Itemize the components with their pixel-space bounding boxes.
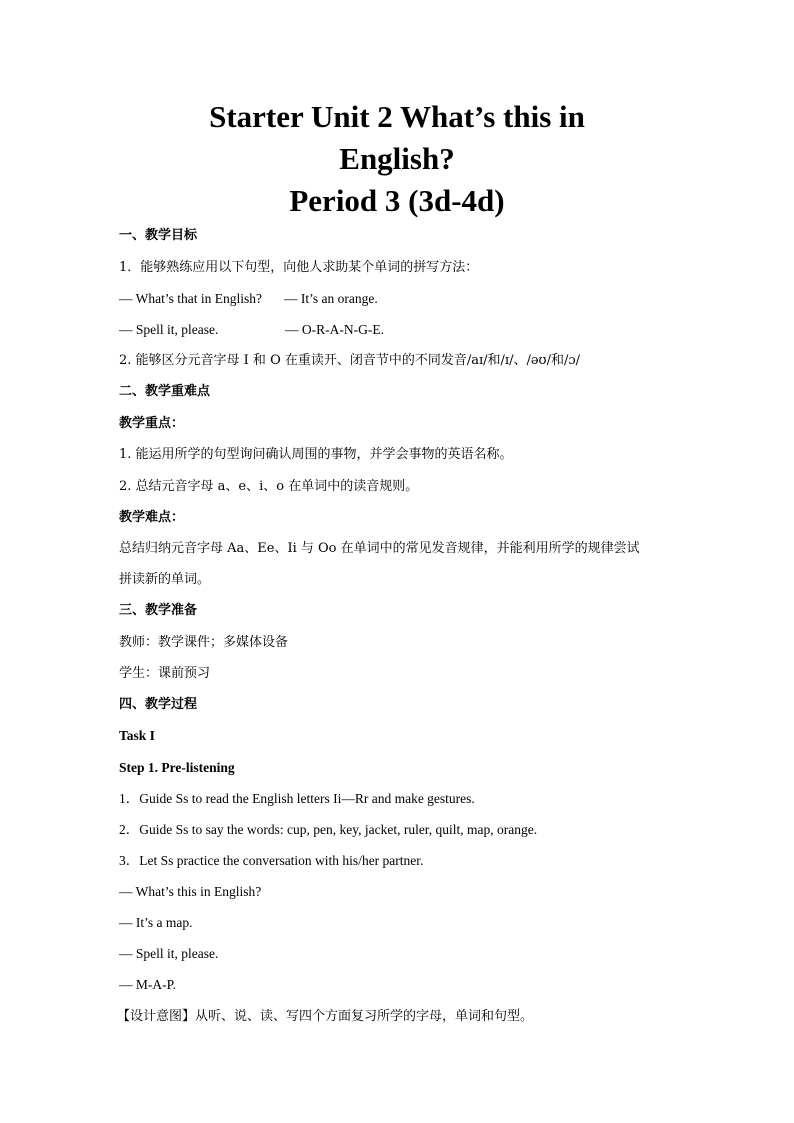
dialog-line-1: — What’s this in English? xyxy=(119,884,262,899)
goal-item-1: 1．能够熟练应用以下句型，向他人求助某个单词的拼写方法： xyxy=(119,260,479,275)
heading-key-points: 二、教学重难点 xyxy=(119,384,211,399)
difficulty-line-1: 总结归纳元音字母 Aa、Ee、Ii 与 Oo 在单词中的常见发音规律，并能利用所学的规律尝试 xyxy=(119,541,640,556)
step-item-1: 1．Guide Ss to read the English letters Ii—Rr and make gestures. xyxy=(119,791,475,806)
dialog-question: — Spell it, please. xyxy=(119,322,219,337)
difficulty-line-2: 拼读新的单词。 xyxy=(119,572,211,587)
title-line-1: Starter Unit 2 What’s this in xyxy=(209,99,585,134)
dialog-line-2: — It’s a map. xyxy=(119,915,193,930)
heading-preparation: 三、教学准备 xyxy=(119,603,198,618)
goal-item-2: 2. 能够区分元音字母 I 和 O 在重读开、闭音节中的不同发音/aɪ/和/ɪ/、/əʊ/和/ɔ/ xyxy=(119,353,580,368)
design-intent: 【设计意图】从听、说、读、写四个方面复习所学的字母，单词和句型。 xyxy=(117,1009,534,1024)
step-label: Step 1. Pre-listening xyxy=(119,760,235,775)
step-item-3: 3．Let Ss practice the conversation with his/her partner. xyxy=(119,853,424,868)
heading-process: 四、教学过程 xyxy=(119,697,198,712)
dialog-answer: — O-R-A-N-G-E. xyxy=(285,322,384,337)
subtitle-period: Period 3 (3d-4d) xyxy=(289,183,505,218)
focus-item-2: 2. 总结元音字母 a、e、i、o 在单词中的读音规则。 xyxy=(119,479,419,494)
focus-label: 教学重点： xyxy=(119,416,185,431)
goal-dialog-1 xyxy=(119,291,378,307)
difficulty-label: 教学难点： xyxy=(119,510,185,525)
preparation-student: 学生：课前预习 xyxy=(119,666,211,681)
dialog-line-3: — Spell it, please. xyxy=(119,946,219,961)
dialog-answer: — It’s an orange. xyxy=(283,291,378,306)
goal-dialog-2 xyxy=(119,322,384,338)
dialog-question: — What’s that in English? xyxy=(119,291,262,306)
step-item-2: 2．Guide Ss to say the words: cup, pen, key, jacket, ruler, quilt, map, orange. xyxy=(119,822,538,837)
heading-goals: 一、教学目标 xyxy=(119,228,198,243)
task-label: Task I xyxy=(119,728,155,743)
title-line-2: English? xyxy=(339,141,455,176)
preparation-teacher: 教师：教学课件；多媒体设备 xyxy=(119,635,289,650)
dialog-line-4: — M-A-P. xyxy=(119,977,177,992)
focus-item-1: 1. 能运用所学的句型询问确认周围的事物，并学会事物的英语名称。 xyxy=(119,447,513,462)
